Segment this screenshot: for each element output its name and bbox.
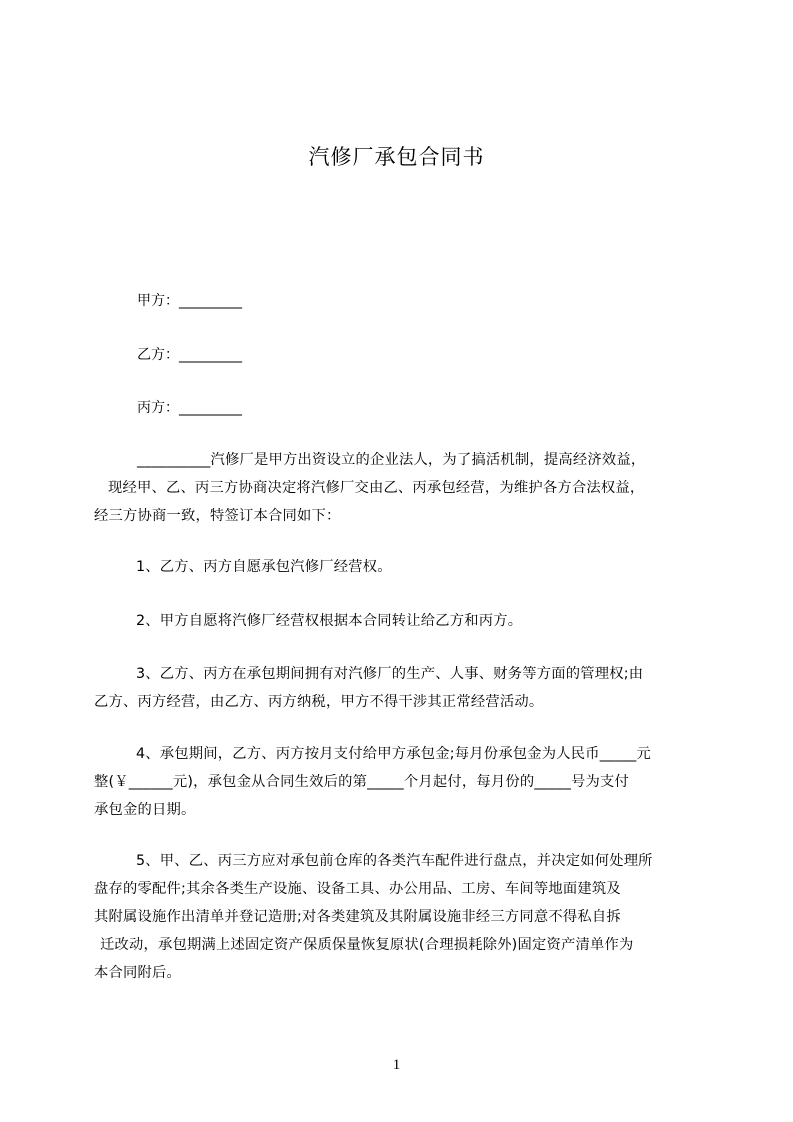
clause-4 (94, 740, 714, 824)
text-line: 承包金的日期。 (94, 802, 196, 818)
party-c-line: 丙方：_________ (137, 400, 242, 416)
clause-5 (94, 847, 714, 987)
page-number: 1 (392, 1057, 401, 1073)
text-line: 其附属设施作出清单并登记造册;对各类建筑及其附属设施非经三方同意不得私自拆 (94, 909, 621, 925)
text-line: 1、乙方、丙方自愿承包汽修厂经营权。 (136, 559, 392, 575)
document-title: 汽修厂承包合同书 (308, 145, 485, 169)
text-line: __________汽修厂是甲方出资设立的企业法人，为了搞活机制，提高经济效益， (137, 452, 646, 468)
text-line: 3、乙方、丙方在承包期间拥有对汽修厂的生产、人事、财务等方面的管理权;由 (136, 666, 644, 682)
text-line: 盘存的零配件;其余各类生产设施、设备工具、办公用品、工房、车间等地面建筑及 (94, 881, 621, 897)
text-line: 现经甲、乙、丙三方协商决定将汽修厂交由乙、丙承包经营，为维护各方合法权益， (108, 480, 645, 496)
text-line: 整(￥______元)，承包金从合同生效后的第_____个月起付，每月份的_____号为支付 (94, 774, 630, 790)
clause-1 (94, 553, 714, 581)
text-line: 4、承包期间，乙方、丙方按月支付给甲方承包金;每月份承包金为人民币_____元 (136, 746, 651, 762)
text-line: 迁改动，承包期满上述固定资产保质保量恢复原状(合理损耗除外)固定资产清单作为 (100, 937, 634, 953)
text-line: 经三方协商一致，特签订本合同如下： (94, 508, 341, 524)
text-line: 5、甲、乙、丙三方应对承包前仓库的各类汽车配件进行盘点，并决定如何处理所 (136, 853, 653, 869)
text-line: 2、甲方自愿将汽修厂经营权根据本合同转让给乙方和丙方。 (136, 613, 523, 629)
clause-3 (94, 660, 714, 716)
text-line: 乙方、丙方经营，由乙方、丙方纳税，甲方不得干涉其正常经营活动。 (94, 694, 544, 710)
intro-paragraph (94, 446, 714, 530)
party-b-line: 乙方：_________ (137, 347, 242, 363)
clause-2 (94, 607, 714, 635)
text-line: 本合同附后。 (94, 965, 181, 981)
party-a-line: 甲方：_________ (137, 293, 242, 309)
